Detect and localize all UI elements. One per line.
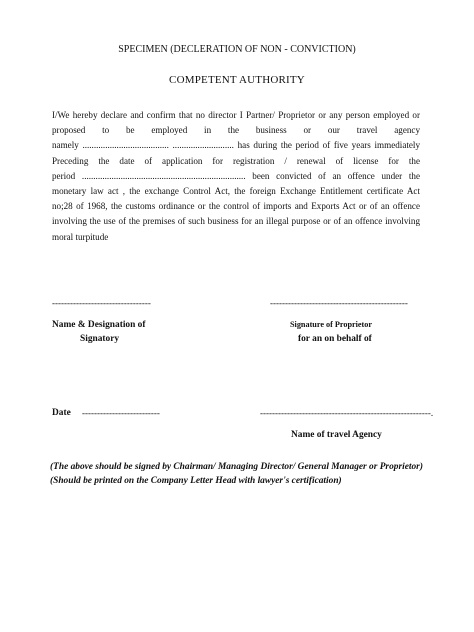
declaration-line: Preceding the date of application for registration / renewal of license for the (52, 155, 420, 166)
declaration-line: namely ...................................... ........................... has during the period of five years immediately (52, 140, 420, 151)
date-line: -------------------------- (82, 408, 160, 418)
proprietor-signature-line: ---------------------------------------------- (270, 298, 408, 308)
document-subtitle: COMPETENT AUTHORITY (169, 74, 305, 86)
date-label: Date (52, 408, 71, 418)
printing-note: (Should be printed on the Company Letter Head with lawyer's certification) (50, 476, 342, 486)
declaration-line: I/We hereby declare and confirm that no director I Partner/ Proprietor or any person employed or (52, 110, 420, 120)
document-title: SPECIMEN (DECLERATION OF NON - CONVICTION) (118, 44, 356, 55)
declaration-line: involving the use of the premises of such business for an illegal purpose or of an offence involving (52, 216, 420, 227)
signature-proprietor-label: Signature of Proprietor (290, 320, 373, 329)
declaration-paragraph (52, 108, 420, 245)
declaration-line: period ........................................................................ been convicted of an offence under the (52, 170, 420, 181)
on-behalf-label: for an on behalf of (298, 334, 372, 344)
agency-name-label: Name of travel Agency (291, 430, 382, 440)
declaration-line: moral turpitude (52, 231, 109, 242)
signatory-signature-line: --------------------------------- (52, 298, 151, 308)
signing-note: (The above should be signed by Chairman/ Managing Director/ General Manager or Proprietor) (50, 462, 423, 472)
name-designation-label: Name & Designation of (52, 320, 146, 330)
declaration-line: proposed to be employed in the business or our travel agency (52, 125, 420, 136)
signatory-label: Signatory (80, 334, 120, 344)
agency-name-line: ---------------------------------------------------------. (260, 408, 434, 418)
declaration-line: monetary law act , the exchange Control Act, the foreign Exchange Entitlement certificate Act (52, 185, 420, 196)
declaration-line: no;28 of 1968, the customs ordinance or the control of imports and Exports Act or of an offence (52, 201, 420, 212)
